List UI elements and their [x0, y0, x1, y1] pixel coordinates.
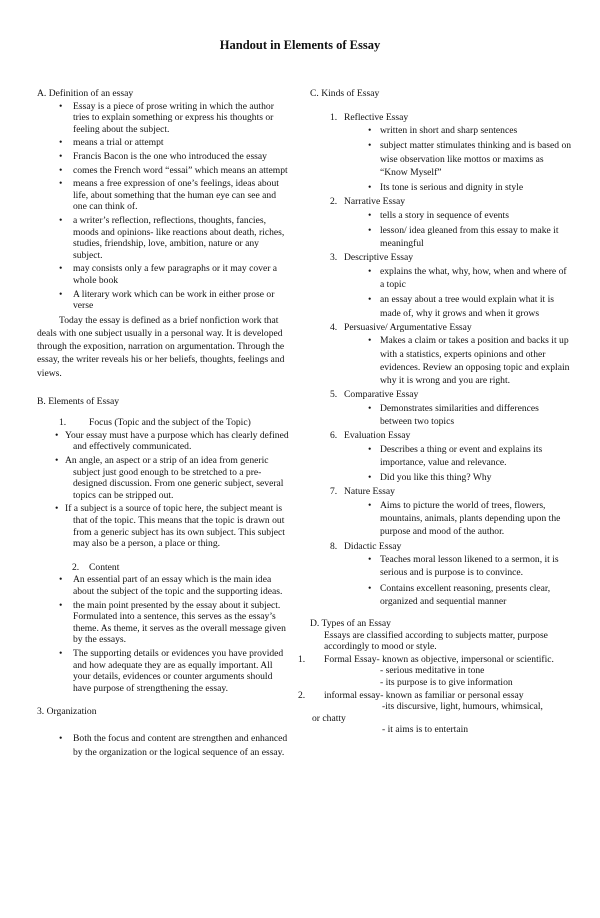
formal-num: 1. [298, 653, 306, 665]
informal-dash-2: - it aims is to entertain [382, 724, 469, 736]
kind-bullet: • Describes a thing or event and explains its importance, value and relevance. [310, 443, 572, 469]
kind-bullet: • Did you like this thing? Why [310, 471, 572, 484]
kind-bullet: • tells a story in sequence of events [310, 209, 572, 222]
kind-name: Didactic Essay [344, 540, 402, 552]
kind-heading [310, 541, 572, 553]
bullet-item: • means a trial or attempt [37, 137, 289, 149]
kind-bullet: • Its tone is serious and dignity in style [310, 181, 572, 194]
kind-name: Descriptive Essay [344, 252, 414, 264]
kind-heading [310, 112, 572, 124]
kind-heading [310, 389, 572, 401]
bullet-item: • An angle, an aspect or a strip of an idea from generic subject just good enough to be stretched to a pre- designed discussion. From one generic subject, several topics can be stripped out. [37, 455, 289, 501]
bullet-item: • a writer’s reflection, reflections, thoughts, fancies, moods and opinions- like reactions about death, riches, studies, friendship, love, ambition, nature or any subject. [37, 215, 289, 261]
kind-number: 2. [330, 196, 338, 208]
kind-bullet: • Makes a claim or takes a position and backs it up with a statistics, experts opinions and other evidences. Review an opposing topic and explain why it is wrong and you are right. [310, 334, 572, 387]
bullet-item: • may consists only a few paragraphs or it may cover a whole book [37, 263, 289, 286]
informal-tail: or chatty [312, 712, 346, 724]
kind-number: 6. [330, 430, 338, 442]
kind-number: 8. [330, 540, 338, 552]
kind-heading [310, 430, 572, 442]
kind-name: Narrative Essay [344, 196, 406, 208]
right-column [298, 88, 572, 736]
organization-list [37, 732, 289, 760]
focus-list [37, 430, 289, 550]
kind-heading [310, 486, 572, 498]
kind-heading [310, 322, 572, 334]
kind-number: 1. [330, 111, 338, 123]
content-heading-text: Content [89, 561, 120, 573]
kind-heading [310, 196, 572, 208]
bullet-item: • the main point presented by the essay about it subject. Formulated into a sentence, this serves as the essay’s theme. As theme, it serves as the overall message given by the essays. [37, 600, 289, 646]
kind-name: Evaluation Essay [344, 430, 411, 442]
formal-text: Formal Essay- known as objective, impersonal or scientific. [324, 653, 554, 665]
bullet-item: • Francis Bacon is the one who introduced the essay [37, 151, 289, 163]
informal-num: 2. [298, 689, 306, 701]
kind-name: Nature Essay [344, 486, 395, 498]
kind-bullet: • explains the what, why, how, when and where of a topic [310, 265, 572, 291]
kind-number: 5. [330, 389, 338, 401]
kind-bullet: • Teaches moral lesson likened to a sermon, it is serious and is purpose is to convince. [310, 553, 572, 579]
informal-dash-1: -its discursive, light, humours, whimsical, [382, 701, 543, 713]
kind-bullet: • written in short and sharp sentences [310, 124, 572, 137]
bullet-item: • The supporting details or evidences you have provided and how adequate they are as equally important. All your details, evidences or counter arguments should have purpose of strengthening the essay. [37, 648, 289, 694]
kind-heading [310, 252, 572, 264]
kind-name: Comparative Essay [344, 389, 419, 401]
organization-heading: 3. Organization [37, 706, 97, 718]
kind-name: Persuasive/ Argumentative Essay [344, 321, 472, 333]
types-intro: Essays are classified according to subjects matter, purpose accordingly to mood or style. [324, 629, 548, 653]
bullet-item: • A literary work which can be work in either prose or verse [37, 289, 289, 312]
definition-paragraph: Today the essay is defined as a brief nonfiction work that deals with one subject usually in a personal way. It is developed through the exposition, narration on argumentation. Through the essay, the writer reveals his or her beliefs, thoughts, feelings and views. [37, 314, 285, 379]
left-column [37, 88, 289, 762]
kind-number: 7. [330, 486, 338, 498]
kind-bullet: • Demonstrates similarities and differences between two topics [310, 402, 572, 428]
informal-essay [298, 690, 572, 702]
kind-bullet: • subject matter stimulates thinking and is based on wise observation like mottos or maxims as “Know Myself” [310, 139, 572, 179]
page-title: Handout in Elements of Essay [219, 38, 381, 52]
formal-essay [298, 654, 572, 666]
section-c-heading: C. Kinds of Essay [310, 88, 380, 99]
content-heading: 2. Content [72, 561, 120, 573]
bullet-item: • An essential part of an essay which is the main idea about the subject of the topic and the supporting ideas. [37, 574, 289, 597]
formal-dash-2: - its purpose is to give information [380, 677, 513, 688]
focus-heading: 1. Focus (Topic and the subject of the Topic) [59, 417, 251, 429]
definition-list [37, 101, 289, 312]
bullet-item: • means a free expression of one’s feelings, ideas about life, about something that the human eye can see and one can think of. [37, 178, 289, 213]
bullet-item: • Essay is a piece of prose writing in which the author tries to explain something or express his thoughts or feeling about the subject. [37, 101, 289, 136]
content-list [37, 574, 289, 694]
kind-name: Reflective Essay [344, 111, 409, 123]
kind-bullet: • an essay about a tree would explain what it is made of, why it grows and when it grows [310, 293, 572, 319]
bullet-item: • Both the focus and content are strengthen and enhanced by the organization or the logical sequence of an essay. [37, 732, 289, 760]
bullet-item: • Your essay must have a purpose which has clearly defined and effectively communicated. [37, 430, 289, 453]
kind-bullet: • Contains excellent reasoning, presents clear, organized and sequential manner [310, 582, 572, 608]
kind-bullet: • Aims to picture the world of trees, flowers, mountains, animals, plants depending upon the purpose and mood of the author. [310, 499, 572, 539]
section-d-heading: D. Types of an Essay [310, 618, 391, 630]
bullet-item: • If a subject is a source of topic here, the subject meant is that of the topic. This means that the topic is drawn out from a generic subject has its own subject. This subject may also be a person, a place or thing. [37, 503, 289, 549]
informal-text: informal essay- known as familiar or personal essay [324, 689, 524, 701]
section-a-heading: A. Definition of an essay [37, 88, 134, 99]
section-b-heading: B. Elements of Essay [37, 395, 120, 407]
kind-number: 3. [330, 252, 338, 264]
kind-bullet: • lesson/ idea gleaned from this essay to make it meaningful [310, 224, 572, 250]
kinds-list [310, 112, 572, 608]
bullet-item: • comes the French word “essai” which means an attempt [37, 165, 289, 177]
kind-number: 4. [330, 321, 338, 333]
focus-heading-text: Focus (Topic and the subject of the Topic) [89, 417, 251, 429]
formal-dash-1: - serious meditative in tone [380, 665, 485, 677]
